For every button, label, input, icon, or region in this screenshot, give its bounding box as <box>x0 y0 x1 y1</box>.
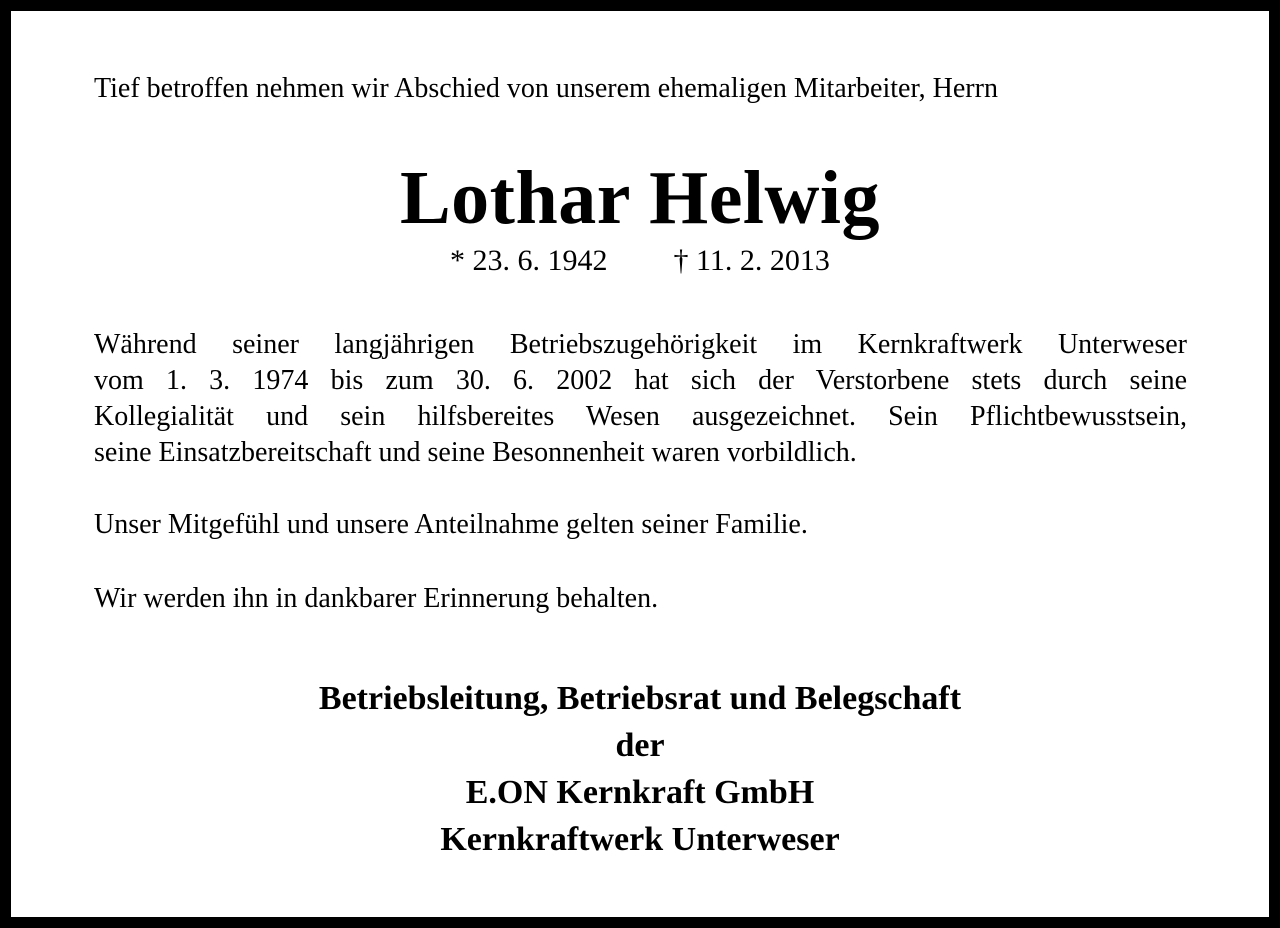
deceased-name: Lothar Helwig <box>399 156 881 240</box>
tribute-line: vom 1. 3. 1974 bis zum 30. 6. 2002 hat sich der Verstorbene stets durch seine <box>94 365 1187 396</box>
signature-block <box>11 675 1269 863</box>
obituary-notice <box>11 11 1269 917</box>
signature-line: Betriebsleitung, Betriebsrat und Belegschaft <box>318 680 962 717</box>
intro-text: Tief betroffen nehmen wir Abschied von unserem ehemaligen Mitarbeiter, Herrn <box>94 73 998 104</box>
sympathy-text: Unser Mitgefühl und unsere Anteilnahme gelten seiner Familie. <box>94 509 808 540</box>
tribute-line: seine Einsatzbereitschaft und seine Besonnenheit waren vorbildlich. <box>94 437 857 468</box>
tribute-paragraph <box>94 327 1187 471</box>
memory-text: Wir werden ihn in dankbarer Erinnerung behalten. <box>94 583 659 614</box>
signature-line: Kernkraftwerk Unterweser <box>440 821 840 858</box>
signature-line: der <box>615 727 665 764</box>
signature-line: E.ON Kernkraft GmbH <box>465 774 815 811</box>
tribute-line: Während seiner langjährigen Betriebszugehörigkeit im Kernkraftwerk Unterweser <box>94 329 1187 360</box>
life-dates <box>11 243 1269 279</box>
tribute-line: Kollegialität und sein hilfsbereites Wesen ausgezeichnet. Sein Pflichtbewusstsein, <box>94 401 1187 432</box>
death-date: † 11. 2. 2013 <box>673 244 830 277</box>
birth-date: * 23. 6. 1942 <box>450 244 608 277</box>
